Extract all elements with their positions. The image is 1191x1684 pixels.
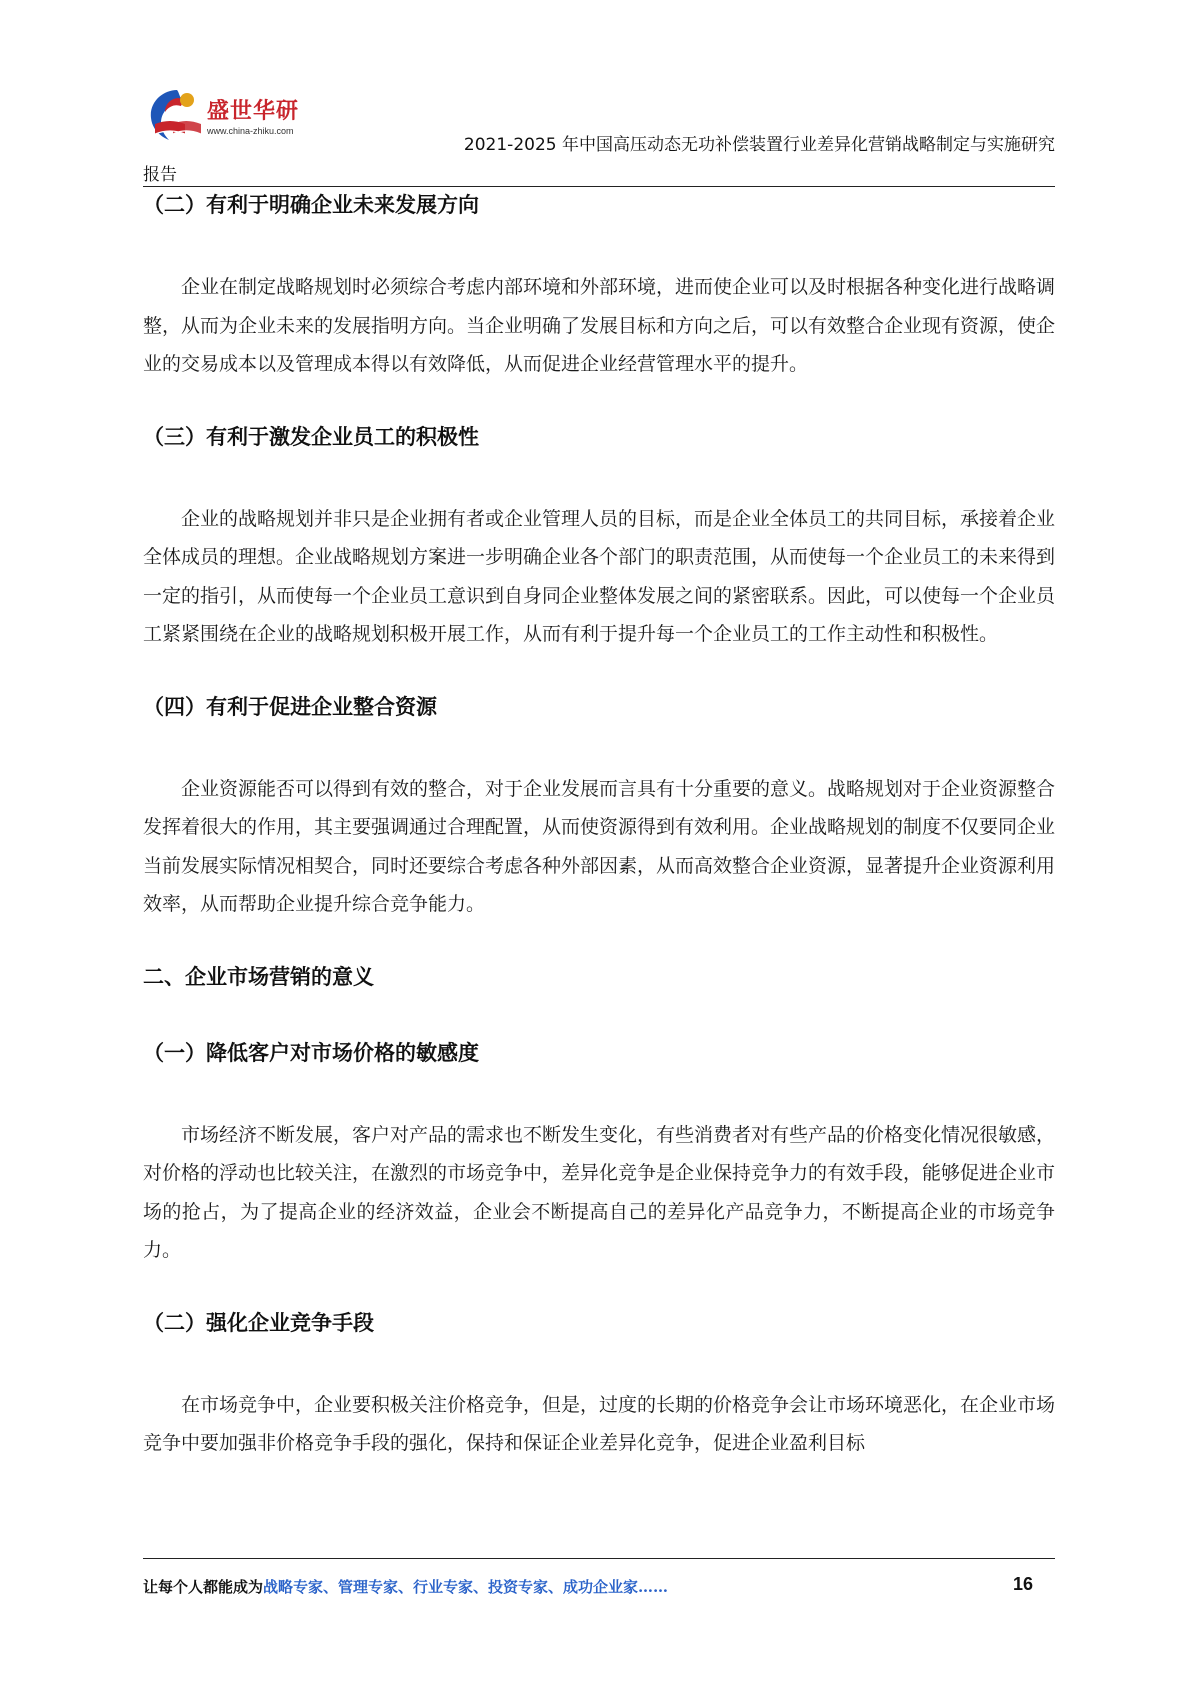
footer-divider xyxy=(143,1558,1055,1559)
paragraph: 在市场竞争中，企业要积极关注价格竞争，但是，过度的长期的价格竞争会让市场环境恶化，在企业市场竞争中要加强非价格竞争手段的强化，保持和保证企业差异化竞争，促进企业盈利目标 xyxy=(143,1393,1056,1454)
section-heading: （二）有利于明确企业未来发展方向 xyxy=(143,193,479,217)
slogan-prefix: 让每个人都能成为 xyxy=(143,1578,264,1596)
slogan-highlight: 战略专家、管理专家、行业专家、投资专家、成功企业家…… xyxy=(263,1578,669,1596)
section-heading: （三）有利于激发企业员工的积极性 xyxy=(143,424,479,449)
section-heading: （四）有利于促进企业整合资源 xyxy=(143,694,437,719)
page-header xyxy=(143,80,1055,190)
section-heading: （二）强化企业竞争手段 xyxy=(143,1310,374,1335)
paragraph: 企业的战略规划并非只是企业拥有者或企业管理人员的目标，而是企业全体员工的共同目标，承接着企业全体成员的理想。企业战略规划方案进一步明确企业各个部门的职责范围，从而使每一个企业员工的未来得到一定的指引，从而使每一个企业员工意识到自身同企业整体发展之间的紧密联系。因此，可以使每一个企业员工紧紧围绕在企业的战略规划积极开展工作，从而有利于提升每一个企业员工的工作主动性和积极性。 xyxy=(143,507,1056,645)
header-divider xyxy=(143,186,1055,187)
page-number: 16 xyxy=(1012,1574,1033,1594)
paragraph: 企业资源能否可以得到有效的整合，对于企业发展而言具有十分重要的意义。战略规划对于企业资源整合发挥着很大的作用，其主要强调通过合理配置，从而使资源得到有效利用。企业战略规划的制度不仅要同企业当前发展实际情况相契合，同时还要综合考虑各种外部因素，从而高效整合企业资源，显著提升企业资源利用效率，从而帮助企业提升综合竞争能力。 xyxy=(143,777,1056,915)
logo-mark-icon xyxy=(143,84,207,146)
section-heading: （一）降低客户对市场价格的敏感度 xyxy=(143,1040,479,1065)
report-title: 2021-2025 年中国高压动态无功补偿装置行业差异化营销战略制定与实施研究 xyxy=(463,135,1055,155)
footer-slogan xyxy=(143,1576,668,1597)
paragraph: 市场经济不断发展，客户对产品的需求也不断发生变化，有些消费者对有些产品的价格变化情况很敏感，对价格的浮动也比较关注，在激烈的市场竞争中，差异化竞争是企业保持竞争力的有效手段，能够促进企业市场的抢占，为了提高企业的经济效益，企业会不断提高自己的差异化产品竞争力，不断提高企业的市场竞争力。 xyxy=(143,1123,1056,1261)
report-title-continued: 报告 xyxy=(143,165,177,185)
logo-url: www.china-zhiku.com xyxy=(207,126,294,136)
logo-name: 盛世华研 xyxy=(207,99,300,124)
chapter-heading: 二、企业市场营销的意义 xyxy=(143,964,374,989)
paragraph: 企业在制定战略规划时必须综合考虑内部环境和外部环境，进而使企业可以及时根据各种变化进行战略调整，从而为企业未来的发展指明方向。当企业明确了发展目标和方向之后，可以有效整合企业现有资源，使企业的交易成本以及管理成本得以有效降低，从而促进企业经营管理水平的提升。 xyxy=(143,276,1056,375)
document-body xyxy=(143,188,1055,1463)
logo xyxy=(143,84,308,146)
